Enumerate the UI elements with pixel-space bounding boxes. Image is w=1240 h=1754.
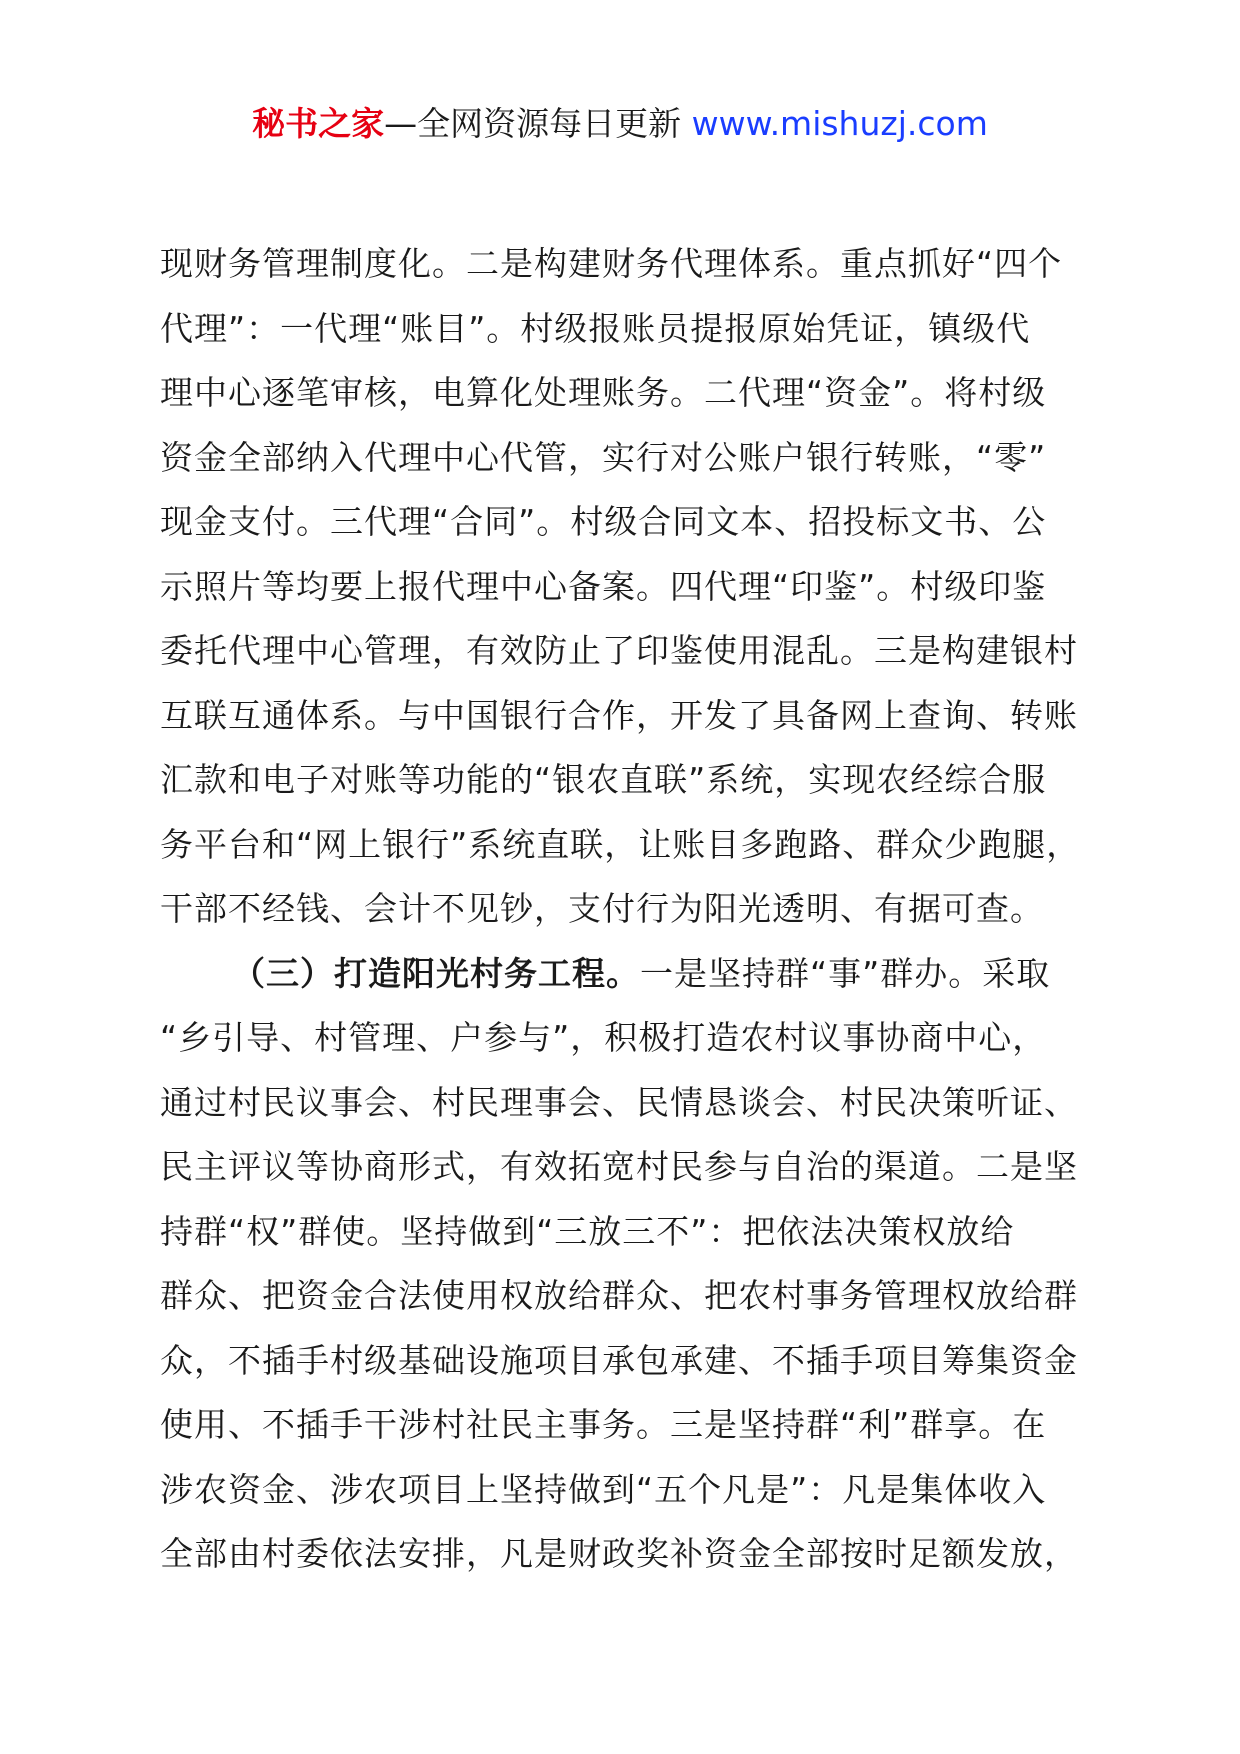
text-line: 示照片等均要上报代理中心备案。四代理“印鉴”。村级印鉴 (160, 566, 1047, 606)
text-line: 民主评议等协商形式，有效拓宽村民参与自治的渠道。二是坚 (160, 1147, 1078, 1186)
paragraph-village-affairs (160, 942, 1090, 1587)
text-line: “乡引导、村管理、户参与”，积极打造农村议事协商中心， (160, 1018, 1047, 1057)
text-line: 使用、不插手干涉村社民主事务。三是坚持群“利”群享。在 (160, 1405, 1047, 1444)
text-line: 现金支付。三代理“合同”。村级合同文本、招投标文书、公 (160, 502, 1047, 541)
site-tagline: —全网资源每日更新 (384, 104, 682, 143)
text-line: 全部由村委依法安排，凡是财政奖补资金全部按时足额发放， (160, 1534, 1078, 1573)
section-heading: （三）打造阳光村务工程。 (232, 953, 640, 993)
section-first-line (160, 942, 1090, 1007)
text-line: 理中心逐笔审核，电算化处理账务。二代理“资金”。将村级 (160, 373, 1047, 412)
site-url-link[interactable]: www.mishuzj.com (691, 104, 988, 143)
text-line: 持群“权”群使。坚持做到“三放三不”：把依法决策权放给 (160, 1211, 1015, 1251)
text-line: 资金全部纳入代理中心代管，实行对公账户银行转账，“零” (160, 437, 1047, 477)
text-line: 涉农资金、涉农项目上坚持做到“五个凡是”：凡是集体收入 (160, 1469, 1047, 1509)
document-body (160, 232, 1090, 1587)
text-line: 通过村民议事会、村民理事会、民情恳谈会、村民决策听证、 (160, 1082, 1078, 1122)
text-line: 干部不经钱、会计不见钞，支付行为阳光透明、有据可查。 (160, 889, 1044, 928)
text-line: 务平台和“网上银行”系统直联，让账目多跑路、群众少跑腿， (160, 824, 1081, 864)
site-brand: 秘书之家 (252, 104, 385, 143)
text-line: 互联互通体系。与中国银行合作，开发了具备网上查询、转账 (160, 695, 1078, 735)
text-line: 群众、把资金合法使用权放给群众、把农村事务管理权放给群 (160, 1276, 1078, 1315)
text-line: 汇款和电子对账等功能的“银农直联”系统，实现农经综合服 (160, 760, 1047, 799)
text-line: 众，不插手村级基础设施项目承包承建、不插手项目筹集资金 (160, 1340, 1078, 1380)
text-line-rest: 一是坚持群“事”群办。采取 (640, 953, 1051, 993)
text-line: 现财务管理制度化。二是构建财务代理体系。重点抓好“四个 (160, 244, 1063, 283)
text-line: 代理”：一代理“账目”。村级报账员提报原始凭证，镇级代 (160, 308, 1031, 348)
site-header (0, 98, 1240, 150)
text-line: 委托代理中心管理，有效防止了印鉴使用混乱。三是构建银村 (160, 631, 1078, 670)
paragraph-finance (160, 232, 1090, 942)
